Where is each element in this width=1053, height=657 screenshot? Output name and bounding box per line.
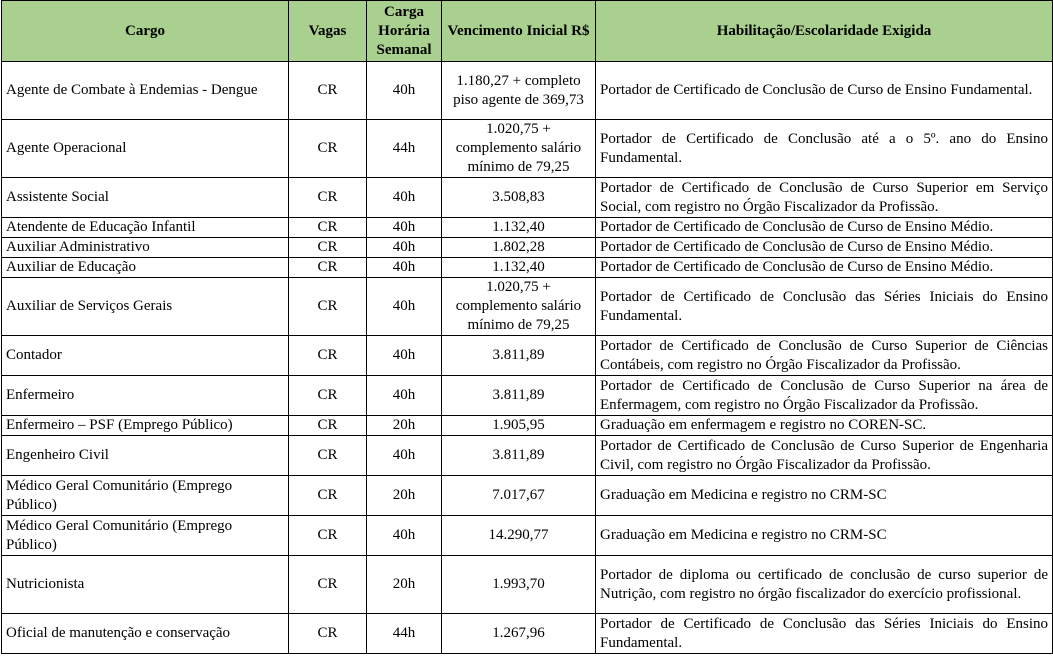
cell-vagas: CR	[289, 62, 367, 120]
cell-habilitacao: Portador de Certificado de Conclusão de Curso Superior de Engenharia Civil, com registro no Órgão Fiscalizador da Profissão.	[596, 436, 1053, 476]
cell-vencimento: 1.267,96	[442, 614, 596, 654]
cell-habilitacao: Portador de Certificado de Conclusão de Curso de Ensino Médio.	[596, 258, 1053, 278]
table-row	[2, 62, 1053, 120]
cell-vagas: CR	[289, 238, 367, 258]
cell-vencimento: 7.017,67	[442, 476, 596, 516]
cell-habilitacao: Graduação em enfermagem e registro no COREN-SC.	[596, 416, 1053, 436]
header-vencimento: Vencimento Inicial R$	[442, 1, 596, 62]
cell-cargo: Médico Geral Comunitário (Emprego Público)	[2, 476, 289, 516]
cell-vencimento: 3.811,89	[442, 336, 596, 376]
table-row	[2, 476, 1053, 516]
cell-vagas: CR	[289, 476, 367, 516]
cell-carga: 40h	[367, 178, 442, 218]
cell-vagas: CR	[289, 278, 367, 336]
cell-vencimento: 1.802,28	[442, 238, 596, 258]
cell-carga: 20h	[367, 416, 442, 436]
cell-vagas: CR	[289, 556, 367, 614]
header-habilitacao: Habilitação/Escolaridade Exigida	[596, 1, 1053, 62]
table-row	[2, 258, 1053, 278]
cell-cargo: Engenheiro Civil	[2, 436, 289, 476]
cell-vagas: CR	[289, 614, 367, 654]
header-carga-horaria: Carga Horária Semanal	[367, 1, 442, 62]
cell-cargo: Auxiliar de Educação	[2, 258, 289, 278]
table-row	[2, 516, 1053, 556]
cell-cargo: Atendente de Educação Infantil	[2, 218, 289, 238]
cell-carga: 40h	[367, 278, 442, 336]
cell-habilitacao: Graduação em Medicina e registro no CRM-SC	[596, 516, 1053, 556]
table-row	[2, 376, 1053, 416]
cell-vencimento: 3.811,89	[442, 376, 596, 416]
table-row	[2, 436, 1053, 476]
cell-cargo: Agente de Combate à Endemias - Dengue	[2, 62, 289, 120]
cell-habilitacao: Portador de Certificado de Conclusão de Curso de Ensino Fundamental.	[596, 62, 1053, 120]
cargos-table	[1, 0, 1053, 654]
header-cargo: Cargo	[2, 1, 289, 62]
cell-carga: 44h	[367, 120, 442, 178]
cell-habilitacao: Portador de Certificado de Conclusão de Curso Superior na área de Enfermagem, com registro no Órgão Fiscalizador da Profissão.	[596, 376, 1053, 416]
table-row	[2, 238, 1053, 258]
cell-cargo: Oficial de manutenção e conservação	[2, 614, 289, 654]
cell-cargo: Enfermeiro – PSF (Emprego Público)	[2, 416, 289, 436]
cell-cargo: Contador	[2, 336, 289, 376]
cell-cargo: Auxiliar de Serviços Gerais	[2, 278, 289, 336]
cell-habilitacao: Portador de Certificado de Conclusão de Curso Superior de Ciências Contábeis, com registro no Órgão Fiscalizador da Profissão.	[596, 336, 1053, 376]
cell-vagas: CR	[289, 120, 367, 178]
cell-vencimento: 3.811,89	[442, 436, 596, 476]
cell-habilitacao: Portador de Certificado de Conclusão de Curso de Ensino Médio.	[596, 238, 1053, 258]
cell-carga: 40h	[367, 62, 442, 120]
table-row	[2, 416, 1053, 436]
table-body	[2, 62, 1053, 654]
header-row	[2, 1, 1053, 62]
cell-vencimento: 1.993,70	[442, 556, 596, 614]
cell-carga: 40h	[367, 336, 442, 376]
cell-vencimento: 1.132,40	[442, 218, 596, 238]
cell-habilitacao: Portador de Certificado de Conclusão de Curso de Ensino Médio.	[596, 218, 1053, 238]
cell-vagas: CR	[289, 178, 367, 218]
table-row	[2, 120, 1053, 178]
cell-vencimento: 1.905,95	[442, 416, 596, 436]
cell-cargo: Agente Operacional	[2, 120, 289, 178]
cell-habilitacao: Portador de Certificado de Conclusão das Séries Iniciais do Ensino Fundamental.	[596, 614, 1053, 654]
cell-cargo: Enfermeiro	[2, 376, 289, 416]
cell-carga: 40h	[367, 376, 442, 416]
cell-vencimento: 1.180,27 + completo piso agente de 369,73	[442, 62, 596, 120]
cell-habilitacao: Portador de diploma ou certificado de conclusão de curso superior de Nutrição, com registro no órgão fiscalizador do exercício profissional.	[596, 556, 1053, 614]
cell-vencimento: 1.020,75 + complemento salário mínimo de 79,25	[442, 278, 596, 336]
cell-vagas: CR	[289, 376, 367, 416]
cell-carga: 40h	[367, 436, 442, 476]
cell-vagas: CR	[289, 436, 367, 476]
cell-cargo: Médico Geral Comunitário (Emprego Público)	[2, 516, 289, 556]
table-row	[2, 614, 1053, 654]
cell-vencimento: 3.508,83	[442, 178, 596, 218]
cell-habilitacao: Portador de Certificado de Conclusão até a o 5º. ano do Ensino Fundamental.	[596, 120, 1053, 178]
cell-carga: 40h	[367, 218, 442, 238]
cell-carga: 20h	[367, 556, 442, 614]
cell-carga: 40h	[367, 516, 442, 556]
cell-carga: 44h	[367, 614, 442, 654]
cell-vagas: CR	[289, 516, 367, 556]
cell-carga: 40h	[367, 258, 442, 278]
cell-carga: 40h	[367, 238, 442, 258]
cell-cargo: Auxiliar Administrativo	[2, 238, 289, 258]
table-row	[2, 218, 1053, 238]
cell-vencimento: 1.020,75 + complemento salário mínimo de 79,25	[442, 120, 596, 178]
cell-vencimento: 1.132,40	[442, 258, 596, 278]
cell-cargo: Assistente Social	[2, 178, 289, 218]
table-row	[2, 178, 1053, 218]
cell-vagas: CR	[289, 336, 367, 376]
table-row	[2, 556, 1053, 614]
cell-cargo: Nutricionista	[2, 556, 289, 614]
cell-vagas: CR	[289, 416, 367, 436]
table-row	[2, 336, 1053, 376]
cell-habilitacao: Portador de Certificado de Conclusão de Curso Superior em Serviço Social, com registro no Órgão Fiscalizador da Profissão.	[596, 178, 1053, 218]
cell-carga: 20h	[367, 476, 442, 516]
cell-habilitacao: Portador de Certificado de Conclusão das Séries Iniciais do Ensino Fundamental.	[596, 278, 1053, 336]
cell-vagas: CR	[289, 258, 367, 278]
cell-vencimento: 14.290,77	[442, 516, 596, 556]
cell-habilitacao: Graduação em Medicina e registro no CRM-SC	[596, 476, 1053, 516]
header-vagas: Vagas	[289, 1, 367, 62]
table-row	[2, 278, 1053, 336]
cell-vagas: CR	[289, 218, 367, 238]
